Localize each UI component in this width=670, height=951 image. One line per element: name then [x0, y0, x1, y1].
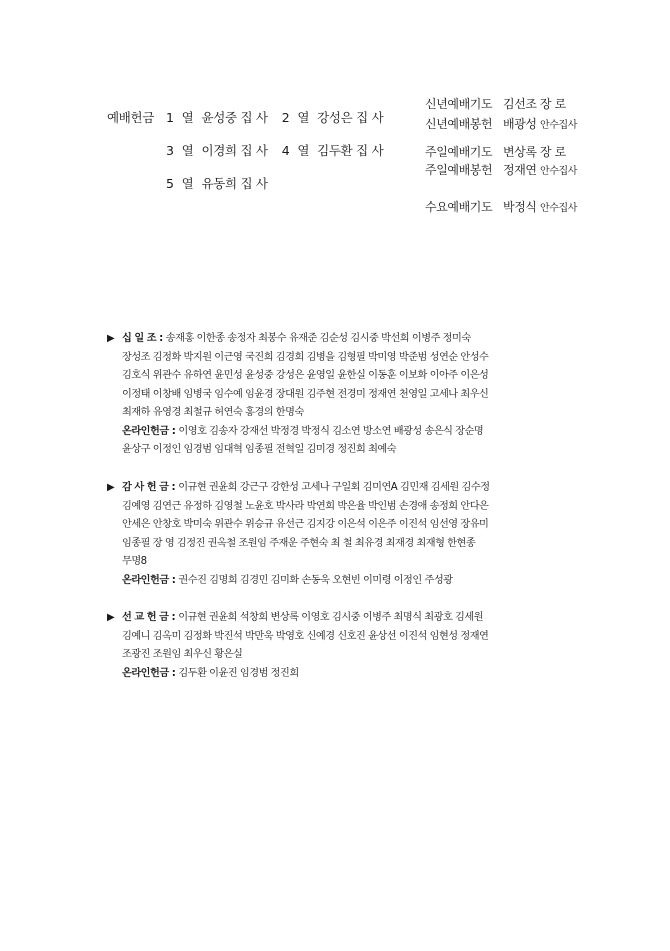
role-title: 안수집사: [540, 203, 578, 214]
name-list: 김예니 김옥미 김정화 박진석 박만욱 박영호 신예경 신호진 윤상선 이진석 임현성 정재연: [122, 630, 489, 642]
section-heading: 십 일 조: [122, 333, 157, 344]
role-person: 정재연: [503, 163, 537, 177]
usher-name: 유동희: [201, 176, 237, 191]
offering-row-3: [166, 174, 268, 192]
online-offering-label: 온라인헌금: [122, 667, 169, 679]
role-row: [425, 115, 577, 132]
usher-name: 윤성중: [201, 110, 237, 125]
offering-row-1: [166, 108, 383, 126]
row-number: 2: [281, 110, 290, 125]
name-list: 안세은 안창호 박미숙 위관수 위승규 유선근 김지강 이은석 이은주 이진석 임선영 장유미: [122, 519, 489, 530]
role-title: 안수집사: [540, 120, 578, 131]
row-word: 열: [181, 143, 194, 158]
row-word: 열: [181, 176, 194, 191]
usher-title: 집 사: [240, 143, 268, 158]
name-list: 김예영 김연근 유정하 김영철 노윤호 박사라 박연희 박은율 박인범 손경애 송정희 안다은: [122, 500, 489, 512]
offering-row-2: [166, 141, 383, 159]
row-word: 열: [297, 110, 310, 125]
usher-title: 집 사: [240, 176, 268, 191]
row-word: 열: [181, 110, 194, 125]
role-row: [425, 143, 566, 160]
usher-name: 이경희: [201, 143, 237, 158]
role-label: 신년예배기도: [425, 97, 493, 111]
name-list: 송재홍 이한종 송정자 최봉수 유재준 김순성 김시중 박선희 이병주 정미숙: [165, 333, 471, 344]
name-list: 윤상구 이정인 임경범 임대혁 임종필 전혁일 김미경 정진희 최예숙: [122, 444, 397, 455]
usher-name: 김두환: [317, 143, 353, 158]
section-thanksgiving: ▶ 감 사 헌 금 : 이규현 권윤희 강근구 강한성 고세나 구일회 김미연A 김민재 김세원 김수정 김예영 김연근 유정하 김영철 노윤호 박사라 박연희 박은율 박인범 손경애 송정희 안다은 안세은 안창호 박미숙 위관수 위승규 유선근 김지강 이은석 이은주 이진석 임선영 장유미 임종필 장 영 김정진 권옥철 조원임 주재운 주현숙 최 철 최유경 최재경 최재형 한현종 무명8 온라인헌금 : 권수진 김명희 김경민 김미화 손동욱 오현빈 이미령 이정인 주성광: [107, 479, 567, 590]
offering-label: 예배헌금: [107, 110, 155, 125]
online-offering-label: 온라인헌금: [122, 425, 169, 437]
role-row: [425, 198, 577, 215]
usher-title: 집 사: [356, 143, 384, 158]
row-word: 열: [297, 143, 310, 158]
name-list: 이규현 권윤희 석창희 변상록 이영호 김시중 이병주 최명식 최광호 김세원: [178, 612, 484, 623]
usher-title: 집 사: [240, 110, 268, 125]
section-marker: ▶: [107, 482, 115, 493]
role-title: 장 로: [540, 145, 566, 159]
row-number: 4: [281, 143, 290, 158]
name-list: 장성조 김정화 박지원 이근영 국진희 김경희 김병을 김형필 박미영 박준범 성연순 안성수: [122, 351, 489, 363]
role-title: 장 로: [540, 97, 566, 111]
role-person: 박정식: [503, 200, 537, 214]
role-row: [425, 95, 566, 112]
role-person: 배광성: [503, 117, 537, 131]
name-list: 임종필 장 영 김정진 권옥철 조원임 주재운 주현숙 최 철 최유경 최재경 최재형 한현종: [122, 537, 476, 549]
name-list: 무명8: [122, 556, 147, 567]
section-heading: 선 교 헌 금: [122, 612, 169, 623]
row-number: 1: [166, 110, 174, 125]
section-marker: ▶: [107, 333, 115, 344]
role-label: 주일예배기도: [425, 145, 493, 159]
role-label: 수요예배기도: [425, 200, 493, 214]
name-list: 김두환 이윤진 임경범 정진희: [178, 667, 299, 679]
role-person: 김선조: [503, 97, 537, 111]
usher-title: 집 사: [356, 110, 384, 125]
name-list: 이규현 권윤희 강근구 강한성 고세나 구일회 김미연A 김민재 김세원 김수정: [178, 482, 490, 493]
role-label: 신년예배봉헌: [425, 117, 493, 131]
section-marker: ▶: [107, 612, 115, 623]
name-list: 권수진 김명희 김경민 김미화 손동욱 오현빈 이미령 이정인 주성광: [178, 574, 453, 586]
name-list: 이정태 이창배 임병국 임수예 임윤경 장대원 김주현 전경미 정재연 천영일 고세나 최우신: [122, 388, 489, 400]
section-heading: 감 사 헌 금: [122, 482, 169, 493]
name-list: 김호식 위관수 유하연 윤민성 윤성중 강성은 윤영일 윤한실 이동훈 이보화 이아주 이은성: [122, 370, 489, 381]
role-row: [425, 161, 577, 178]
role-person: 변상록: [503, 145, 537, 159]
section-mission: ▶ 선 교 헌 금 : 이규현 권윤희 석창희 변상록 이영호 김시중 이병주 최명식 최광호 김세원 김예니 김옥미 김정화 박진석 박만욱 박영호 신예경 신호진 윤상선 이진석 임현성 정재연 조광진 조원임 최우신 황은실 온라인헌금 : 김두환 이윤진 임경범 정진희: [107, 609, 567, 683]
section-tithe: ▶ 십 일 조 : 송재홍 이한종 송정자 최봉수 유재준 김순성 김시중 박선희 이병주 정미숙 장성조 김정화 박지원 이근영 국진희 김경희 김병을 김형필 박미영 박준범 성연순 안성수 김호식 위관수 유하연 윤민성 윤성중 강성은 윤영일 윤한실 이동훈 이보화 이아주 이은성 이정태 이창배 임병국 임수예 임윤경 장대원 김주현 전경미 정재연 천영일 고세나 최우신 최재하 유영경 최철규 허연숙 홍경의 한명숙 온라인헌금 : 이영호 김송자 강재선 박정경 박정식 김소연 방소연 배광성 송은식 장순명 윤상구 이정인 임경범 임대혁 임종필 전혁일 김미경 정진희 최예숙: [107, 330, 567, 460]
name-list: 최재하 유영경 최철규 허연숙 홍경의 한명숙: [122, 407, 304, 418]
row-number: 3: [166, 143, 174, 158]
usher-name: 강성은: [317, 110, 353, 125]
role-title: 안수집사: [540, 166, 578, 177]
online-offering-label: 온라인헌금: [122, 574, 169, 586]
row-number: 5: [166, 176, 174, 191]
name-list: 이영호 김송자 강재선 박정경 박정식 김소연 방소연 배광성 송은식 장순명: [178, 425, 484, 437]
name-list: 조광진 조원임 최우신 황은실: [122, 649, 243, 660]
role-label: 주일예배봉헌: [425, 163, 493, 177]
